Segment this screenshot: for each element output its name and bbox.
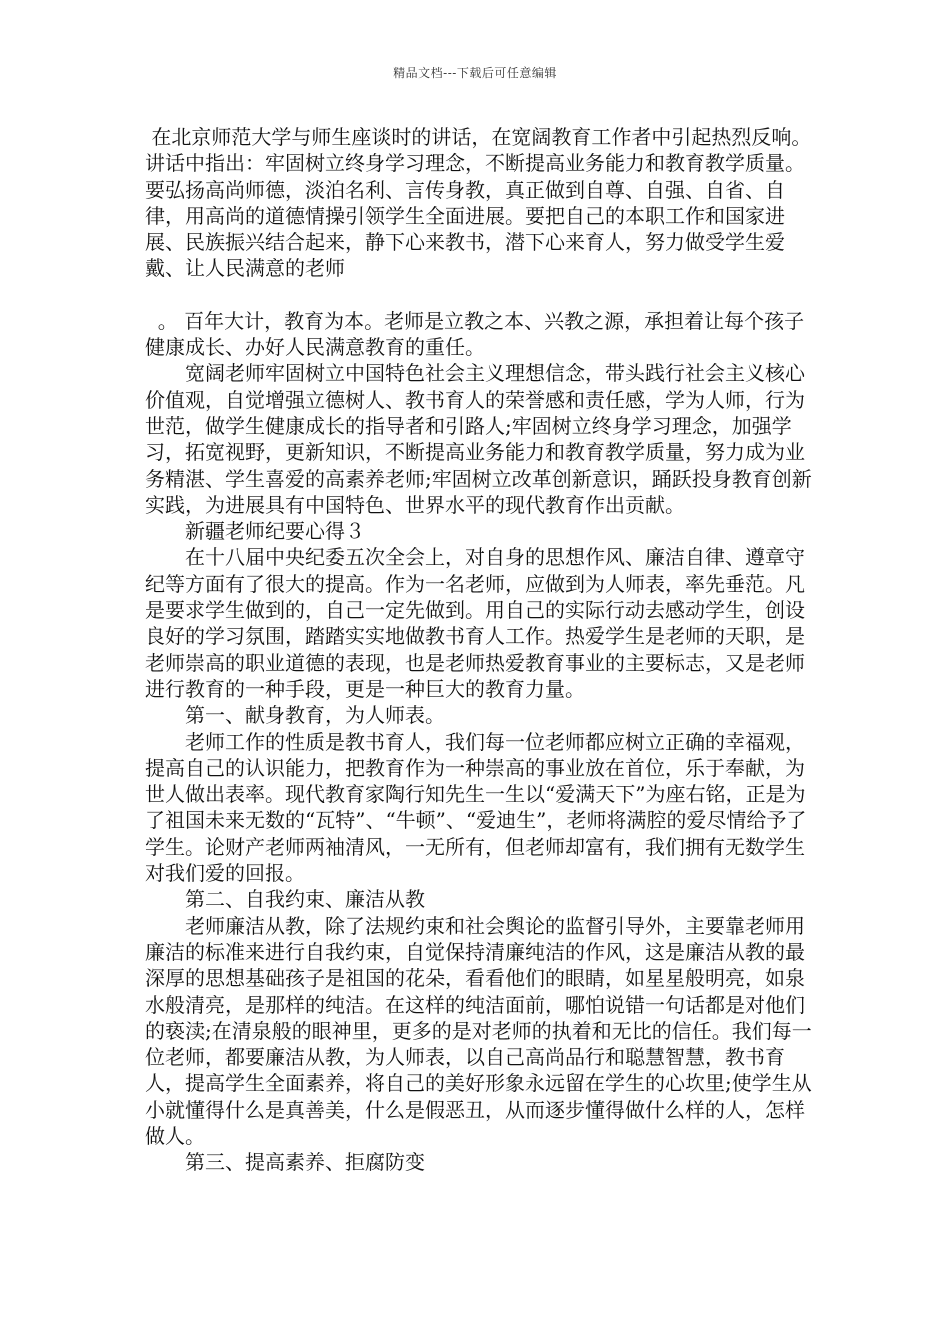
paragraph-education-foundation: 。 百年大计，教育为本。老师是立教之本、兴教之源，承担着让每个孩子健康成长、办好人民满意教育的重任。 <box>145 308 805 360</box>
paragraph-integrity: 老师廉洁从教，除了法规约束和社会舆论的监督引导外，主要靠老师用廉洁的标准来进行自我约束，自觉保持清廉纯洁的作风，这是廉洁从教的最深厚的思想基础孩子是祖国的花朵，看看他们的眼睛，如星星般明亮，如泉水般清亮，是那样的纯洁。在这样的纯洁面前，哪怕说错一句话都是对他们的亵渎;在清泉般的眼神里，更多的是对老师的执着和无比的信任。我们每一位老师，都要廉洁从教，为人师表，以自己高尚品行和聪慧智慧，教书育人，提高学生全面素养，将自己的美好形象永远留在学生的心坎里;使学生从小就懂得什么是真善美，什么是假恶丑，从而逐步懂得做什么样的人，怎样做人。 <box>145 913 812 1148</box>
section-heading-second: 第二、自我约束、廉洁从教 <box>145 887 425 912</box>
paragraph-teacher-ideals: 宽阔老师牢固树立中国特色社会主义理想信念，带头践行社会主义核心价值观，自觉增强立德树人、教书育人的荣誉感和责任感，学为人师，行为世范，做学生健康成长的指导者和引路人;牢固树立终身学习理念，加强学习，拓宽视野，更新知识，不断提高业务能力和教育教学质量，努力成为业务精湛、学生喜爱的高素养老师;牢固树立改革创新意识，踊跃投身教育创新实践，为进展具有中国特色、世界水平的现代教育作出贡献。 <box>145 361 812 517</box>
paragraph-speech-intro: 在北京师范大学与师生座谈时的讲话，在宽阔教育工作者中引起热烈反响。讲话中指出：牢固树立终身学习理念，不断提高业务能力和教育教学质量。要弘扬高尚师德，淡泊名利、言传身教，真正做到自尊、自强、自省、自律，用高尚的道德情操引领学生全面进展。要把自己的本职工作和国家进展、民族振兴结合起来，静下心来教书，潜下心来育人，努力做受学生爱戴、让人民满意的老师 <box>145 125 812 281</box>
section-heading-third: 第三、提高素养、拒腐防变 <box>145 1150 425 1175</box>
section-heading-reflection-3: 新疆老师纪要心得３ <box>145 519 365 544</box>
paragraph-discipline-meeting: 在十八届中央纪委五次全会上，对自身的思想作风、廉洁自律、遵章守纪等方面有了很大的提高。作为一名老师，应做到为人师表，率先垂范。凡是要求学生做到的，自己一定先做到。用自己的实际行动去感动学生，创设良好的学习氛围，踏踏实实地做教书育人工作。热爱学生是老师的天职，是老师崇高的职业道德的表现，也是老师热爱教育事业的主要标志，又是老师进行教育的一种手段，更是一种巨大的教育力量。 <box>145 545 805 701</box>
page-header: 精品文档---下载后可任意编辑 <box>393 66 557 80</box>
document-body <box>145 124 817 1176</box>
paragraph-dedication: 老师工作的性质是教书育人，我们每一位老师都应树立正确的幸福观，提高自己的认识能力，把教育作为一种崇高的事业放在首位，乐于奉献，为世人做出表率。现代教育家陶行知先生一生以“爱满天下”为座右铭，正是为了祖国未来无数的“瓦特”、“牛顿”、“爱迪生”，老师将满腔的爱尽情给予了学生。论财产老师两袖清风，一无所有，但老师却富有，我们拥有无数学生对我们爱的回报。 <box>145 729 807 886</box>
section-heading-first: 第一、献身教育，为人师表。 <box>145 703 445 728</box>
